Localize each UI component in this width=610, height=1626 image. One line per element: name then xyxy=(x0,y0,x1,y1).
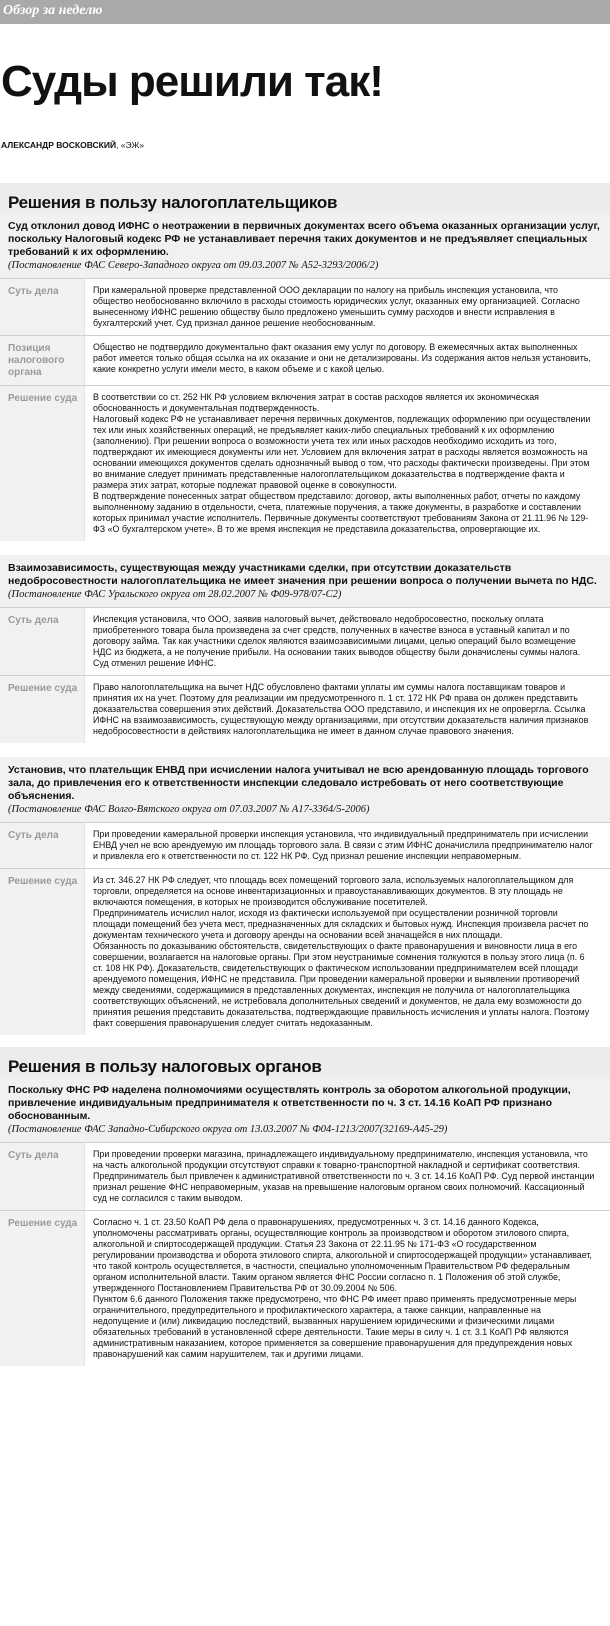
case-row xyxy=(0,675,610,743)
case-separator xyxy=(0,743,610,757)
section-heading: Решения в пользу налогоплательщиков xyxy=(8,193,338,212)
page-title: Суды решили так! xyxy=(1,57,383,106)
section-taxpayers xyxy=(0,183,610,1035)
row-text: Инспекция установила, что ООО, заявив налоговый вычет, действовало недобросовестно, поскольку оплата приобретенного товара была произведена за счет средств, полученных в качестве взноса в уставный капитал и по договору займа. Так как участники сделок являются взаимозависимыми лицами, целью операций было возмещение НДС из бюджета, а не получение прибыли. На основании таких выводов обществу были доначислены суммы налога. Суд отменил решение ИФНС. xyxy=(84,608,610,675)
case-title: Взаимозависимость, существующая между участниками сделки, при отсутствии доказательств недобросовестности налогоплательщика не имеет значения при решении вопроса о получении вычета по НДС. xyxy=(8,562,597,587)
case-row xyxy=(0,385,610,541)
row-label: Решение суда xyxy=(0,869,84,1035)
row-text: Согласно ч. 1 ст. 23.50 КоАП РФ дела о правонарушениях, предусмотренных ч. 3 ст. 14.16 данного Кодекса, уполномочены рассматривать органы, осуществляющие контроль за производством и оборотом этилового спирта, алкогольной и спиртосодержащей продукции. Статья 23 Закона от 22.11.95 № 171-ФЗ «О государственном регулировании производства и оборота этилового спирта, алкогольной и спиртосодержащей продукции» устанавливает, что такой контроль осуществляется, в частности, специально уполномоченным Правительством РФ федеральным органом исполнительной власти. Таким органом является ФНС России согласно п. 1 Положения об этой службе, утвержденного Постановлением Правительства РФ от 30.09.2004 № 506. Пунктом 6.6 данного Положения также предусмотрено, что ФНС РФ имеет право применять предусмотренные меры ограничительного, предупредительного и профилактического характера, а также санкции, направленные на недопущение и (или) ликвидацию последствий, вызванных нарушением юридическими и физическими лицами обязательных требований в установленной сфере деятельности. Такие меры в силу ч. 1 ст. 3.1 КоАП РФ являются административным наказанием, которое применяется за совершение правонарушения для предупреждения новых правонарушений как самим нарушителем, так и другими лицами. xyxy=(84,1211,610,1366)
case-title: Поскольку ФНС РФ наделена полномочиями осуществлять контроль за оборотом алкогольной продукции, привлечение индивидуальным предпринимателя к ответственности по ч. 3 ст. 14.16 КоАП РФ признано обоснованным. xyxy=(8,1084,571,1122)
case-row xyxy=(0,868,610,1035)
rubric-bar: Обзор за неделю xyxy=(0,0,610,24)
row-label: Суть дела xyxy=(0,608,84,675)
row-label: Позиция налогового органа xyxy=(0,336,84,385)
row-text: При проведении проверки магазина, принадлежащего индивидуальному предпринимателю, инспекция установила, что на часть алкогольной продукции отсутствуют справки к товарно-транспортной накладной и сертификат соответствия. Предприниматель был привлечен к административной ответственности по ч. 3 ст. 14.16 КоАП РФ. Суд первой инстанции признал решение ФНС неправомерным, указав на превышение налоговым органом своих полномочий. Кассационный суд не согласился с таким выводом. xyxy=(84,1143,610,1210)
author-source: , «ЭЖ» xyxy=(116,140,145,150)
case-row xyxy=(0,1210,610,1366)
case-block xyxy=(0,757,610,1035)
row-label: Решение суда xyxy=(0,386,84,541)
section-block xyxy=(0,183,610,1035)
case-title: Установив, что плательщик ЕНВД при исчислении налога учитывал не всю арендованную площадь торгового зала, до привлечения его к ответственности инспекции следовало истребовать от него соответствующие объяснения. xyxy=(8,764,589,802)
row-text: При камеральной проверке представленной ООО декларации по налогу на прибыль инспекция установила, что общество необоснованно включило в расходы стоимость юридических услуг, оказанных ему организацией. Согласно вынесенному ИФНС решению обществу было предложено уменьшить сумму расходов и внести исправления в бухгалтерский учет. Суд признал данное решение необоснованным. xyxy=(84,279,610,335)
case-block xyxy=(0,213,610,541)
row-label: Суть дела xyxy=(0,1143,84,1210)
row-text: Из ст. 346.27 НК РФ следует, что площадь всех помещений торгового зала, используемых налогоплательщиком для торговли, определяется на основе инвентаризационных и правоустанавливающих документов. В эту площадь не включаются помещения, в которых не производится обслуживание посетителей. Предприниматель исчислил налог, исходя из фактически используемой при осуществлении розничной торговли площади помещений без учета мест, предназначенных для складских и бытовых нужд. Инспекция произвела расчет по документам технического учета и договору аренды на основании всей значащейся в них площади. Обязанность по доказыванию обстоятельств, свидетельствующих о факте правонарушения и виновности лица в его совершении, возлагается на налоговые органы. При этом неустранимые сомнения толкуются в пользу этого лица (п. 6 ст. 108 НК РФ). Доказательств, свидетельствующих о фактическом использовании предпринимателем всей площади арендуемого помещения, ИФНС не представила. При проведении камеральной проверки и выявлении противоречий между сведениями, содержащимися в представленных документах, инспекция не получила от налогоплательщика соответствующих объяснений, не истребовала дополнительных сведений и документов, не дала ему возможности до принятия решения представить доказательства, подтверждающие правильность исчисления и уплаты налога. Поэтому факт совершения правонарушения следует считать недоказанным. xyxy=(84,869,610,1035)
case-row xyxy=(0,335,610,385)
section-block xyxy=(0,1047,610,1366)
case-row xyxy=(0,822,610,868)
row-text: Общество не подтвердило документально факт оказания ему услуг по договору. В ежемесячных актах выполненных работ имеется только общая ссылка на их оказание и они не детализированы. Из содержания актов нельзя установить, какие конкретно услуги имели место, в каком объеме и с какой целью. xyxy=(84,336,610,385)
case-title: Суд отклонил довод ИФНС о неотражении в первичных документах всего объема оказанных организации услуг, поскольку Налоговый кодекс РФ не устанавливает перечня таких документов и не предъявляет специальных требований к их оформлению. xyxy=(8,220,600,258)
section-heading: Решения в пользу налоговых органов xyxy=(8,1057,322,1076)
case-block xyxy=(0,555,610,743)
row-text: При проведении камеральной проверки инспекция установила, что индивидуальный предприниматель при исчислении ЕНВД учел не всю арендуемую им площадь торгового зала. В связи с этим ИФНС доначислила предпринимателю налог и привлекла его к ответственности по ст. 122 НК РФ. Суд признал решение инспекции неправомерным. xyxy=(84,823,610,868)
case-reference: (Постановление ФАС Волго-Вятского округа от 07.03.2007 № А17-3364/5-2006) xyxy=(8,804,370,815)
row-text: Право налогоплательщика на вычет НДС обусловлено фактами уплаты им суммы налога поставщикам товаров и принятия их на учет. Поэтому для реализации им предусмотренного п. 1 ст. 172 НК РФ права он должен представить доказательства совершения этих действий. Доказательства ООО представило, и инспекция их не опровергла. Ссылка ИФНС на взаимозависимость, существующую между организациями, при отсутствии доказательств наличия признаков недобросовестности в действиях налогоплательщика не имеет в данном случае правового значения. xyxy=(84,676,610,743)
row-label: Решение суда xyxy=(0,676,84,743)
case-reference: (Постановление ФАС Западно-Сибирского округа от 13.03.2007 № Ф04-1213/2007(32169-А45-29) xyxy=(8,1124,448,1135)
case-row xyxy=(0,607,610,675)
author-name: АЛЕКСАНДР ВОСКОВСКИЙ xyxy=(1,140,117,150)
row-text: В соответствии со ст. 252 НК РФ условием включения затрат в состав расходов является их экономическая обоснованность и документальная подтвержденность. Налоговый кодекс РФ не устанавливает перечня первичных документов, подлежащих оформлению при осуществлении тех или иных хозяйственных операций, не предъявляет каких-либо специальных требований к их оформлению (заполнению). При решении вопроса о возможности учета тех или иных расходов необходимо исходить из того, подтверждают их имеющиеся документы или нет. Условием для включения затрат в расходы является возможность на основании имеющихся документов сделать однозначный вывод о том, что расходы фактически произведены. При этом во внимание следует принимать представленные налогоплательщиком доказательства в подтверждение факта и размера этих затрат, которые подлежат правовой оценке в совокупности. В подтверждение понесенных затрат обществом представило: договор, акты выполненных работ, отчеты по каждому выполненному заданию в отдельности, счета, платежные поручения, а также документы, в разработке и составлении которых принимал участие исполнитель. Первичные документы соответствуют требованиям Закона от 21.11.96 № 129-ФЗ «О бухгалтерском учете». В то же время инспекция не представила доказательства, опровергающие их. xyxy=(84,386,610,541)
case-row xyxy=(0,278,610,335)
row-label: Суть дела xyxy=(0,823,84,868)
case-block xyxy=(0,1077,610,1366)
row-label: Суть дела xyxy=(0,279,84,335)
case-reference: (Постановление ФАС Северо-Западного округа от 09.03.2007 № А52-3293/2006/2) xyxy=(8,260,379,271)
case-separator xyxy=(0,541,610,555)
case-row xyxy=(0,1142,610,1210)
author-line xyxy=(1,139,610,151)
section-tax-authorities xyxy=(0,1047,610,1366)
row-label: Решение суда xyxy=(0,1211,84,1366)
case-reference: (Постановление ФАС Уральского округа от 28.02.2007 № Ф09-978/07-С2) xyxy=(8,589,342,600)
